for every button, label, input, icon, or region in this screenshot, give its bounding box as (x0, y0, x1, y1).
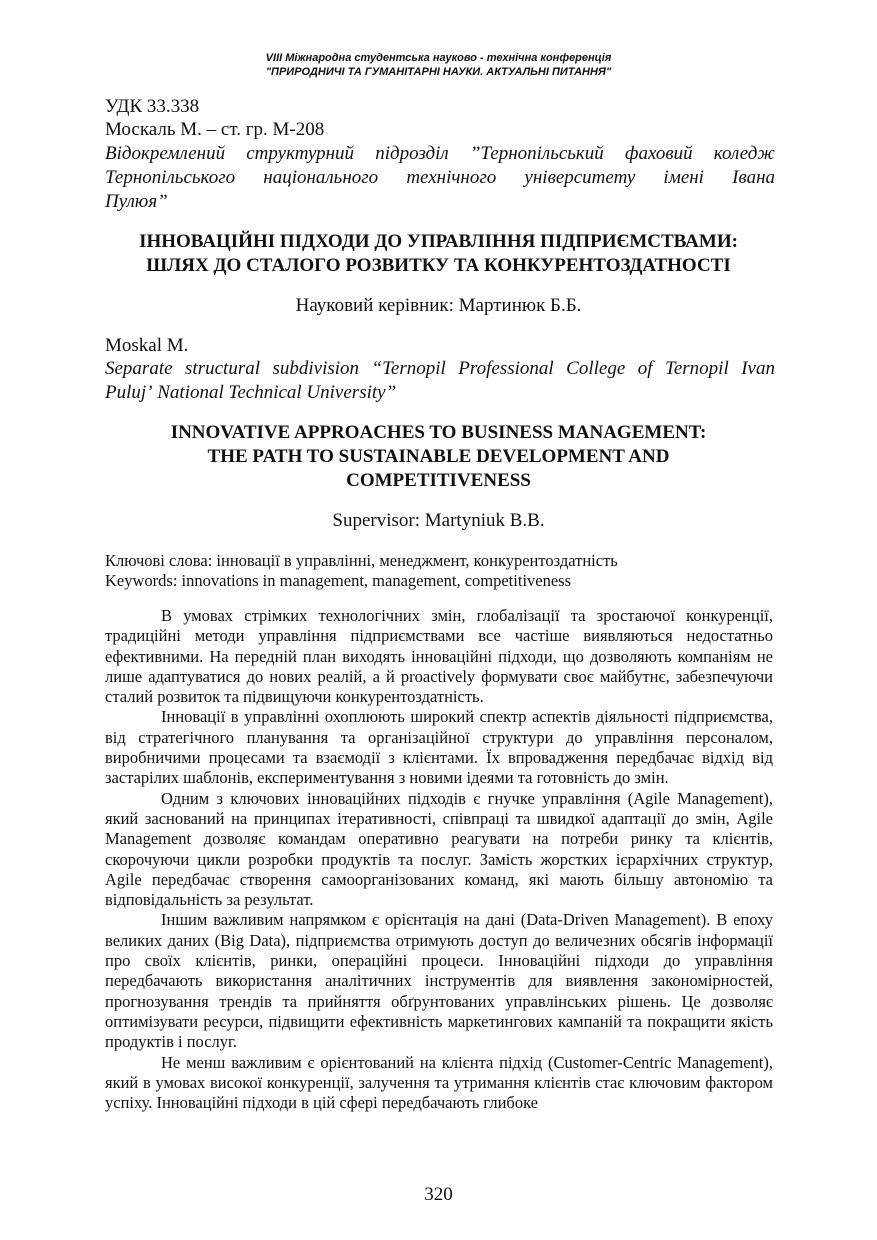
keywords-ua: Ключові слова: інновації в управлінні, менеджмент, конкурентоздатність (105, 551, 618, 570)
paragraph: Не менш важливим є орієнтований на клієнта підхід (Customer-Centric Management), який в умовах високої конкуренції, залучення та утримання клієнтів стає ключовим фактором успіху. Інноваційні підходи в цій сфері передбачають глибоке (105, 1052, 773, 1113)
supervisor-ua: Науковий керівник: Мартинюк Б.Б. (295, 295, 582, 316)
paragraph: Іншим важливим напрямком є орієнтація на дані (Data-Driven Management). В епоху великих даних (Big Data), підприємства отримують доступ до величезних обсягів інформації про своїх клієнтів, ринки, операційні процеси. Інноваційні підходи до управління передбачають використання аналітичних інструментів для виявлення закономірностей, прогнозування трендів та прийняття обґрунтованих управлінських рішень. Це дозволяє оптимізувати ресурси, підвищити ефективність маркетингових кампаній та покращити якість продуктів і послуг. (105, 910, 773, 1052)
keywords-en: Keywords: innovations in management, management, competitiveness (105, 571, 572, 590)
affiliation-en-line: Pulujʼ National Technical University” (105, 382, 397, 403)
title-en-line: COMPETITIVENESS (346, 470, 531, 491)
body-text (105, 606, 773, 1113)
conference-header-line2: "ПРИРОДНИЧІ ТА ГУМАНІТАРНІ НАУКИ. АКТУАЛЬНІ ПИТАННЯ" (265, 66, 612, 78)
affiliation-en-line: Separate structural subdivision “Ternopil Professional College of Ternopil Ivan (105, 358, 775, 379)
paragraph: Одним з ключових інноваційних підходів є гнучке управління (Agile Management), який заснований на принципах ітеративності, співпраці та швидкої адаптації до змін, Agile Management дозволяє командам оперативно реагувати на потреби ринку та клієнтів, скорочуючи цикли розробки продуктів та послуг. Замість жорстких ієрархічних структур, Agile передбачає створення самоорганізованих команд, які мають більшу автономію та відповідальність за результат. (105, 788, 773, 910)
affiliation-ua-line: Відокремлений структурний підрозділ ”Тернопільський фаховий коледж (105, 143, 775, 164)
title-ua-line: ШЛЯХ ДО СТАЛОГО РОЗВИТКУ ТА КОНКУРЕНТОЗДАТНОСТІ (146, 255, 731, 276)
affiliation-ua-line: Пулюя” (105, 191, 168, 212)
author-ua: Москаль М. – ст. гр. М-208 (105, 119, 325, 140)
title-en-line: THE PATH TO SUSTAINABLE DEVELOPMENT AND (207, 446, 670, 467)
page-number: 320 (424, 1184, 453, 1205)
title-ua-line: ІННОВАЦІЙНІ ПІДХОДИ ДО УПРАВЛІННЯ ПІДПРИЄМСТВАМИ: (139, 231, 738, 252)
paragraph: В умовах стрімких технологічних змін, глобалізації та зростаючої конкуренції, традиційні методи управління підприємствами все частіше виявляються недостатньо ефективними. На передній план виходять інноваційні підходи, що дозволяють компаніям не лише адаптуватися до нових реалій, а й proactively формувати своє майбутнє, забезпечуючи сталий розвиток та підвищуючи конкурентоздатність. (105, 606, 773, 707)
title-en-line: INNOVATIVE APPROACHES TO BUSINESS MANAGEMENT: (170, 422, 707, 443)
udk-code: УДК 33.338 (105, 96, 200, 117)
supervisor-en: Supervisor: Martyniuk B.B. (332, 510, 545, 531)
affiliation-ua-line: Тернопільського національного технічного університету імені Івана (105, 167, 775, 188)
conference-header-line1: VIII Міжнародна студентська науково - технічна конференція (265, 52, 612, 64)
paragraph: Інновації в управлінні охоплюють широкий спектр аспектів діяльності підприємства, від стратегічного планування та організаційної структури до управління персоналом, виробничими процесами та взаємодії з клієнтами. Їх впровадження передбачає відхід від застарілих шаблонів, експериментування з новими ідеями та готовність до змін. (105, 707, 773, 788)
author-en: Moskal M. (105, 335, 189, 356)
